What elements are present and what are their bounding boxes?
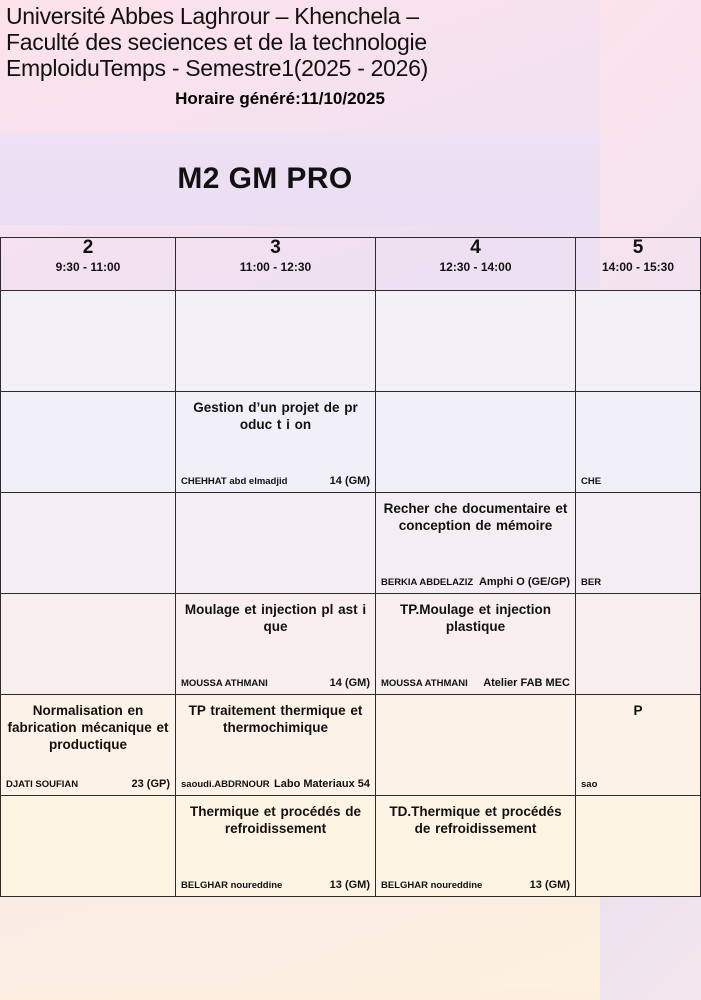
slot-r1-c2[interactable] (1, 392, 176, 493)
teacher-name: BER (581, 577, 602, 589)
page-bottom-fade (0, 985, 600, 1000)
table-row (0, 493, 701, 594)
slot-r2-c4[interactable] (376, 493, 576, 594)
slot-r4-c4[interactable] (376, 695, 576, 796)
column-number: 3 (270, 237, 281, 259)
room-label: 13 (GM) (529, 879, 570, 892)
course-title: Normalisation en fabrication mécanique et productique (7, 703, 169, 752)
room-label: 14 (GM) (329, 475, 370, 488)
teacher-name: BERKIA ABDELAZIZ (381, 577, 474, 589)
slot-r1-c4[interactable] (376, 392, 576, 493)
room-label: 23 (GP) (131, 778, 170, 791)
table-row (0, 392, 701, 493)
column-number: 4 (470, 237, 481, 259)
course-title: TP.Moulage et injection plastique (399, 602, 552, 635)
column-header-2 (1, 238, 176, 291)
teacher-name: DJATI SOUFIAN (6, 779, 79, 791)
column-time: 14:00 - 15:30 (601, 260, 675, 275)
teacher-name: saoudi.ABDRNOUR (181, 779, 270, 791)
room-label: 14 (GM) (329, 677, 370, 690)
slot-r5-c4[interactable] (376, 796, 576, 897)
column-time: 9:30 - 11:00 (55, 260, 121, 275)
header-line-semester: EmploiduTemps - Semestre1(2025 - 2026) (6, 54, 428, 81)
column-time: 12:30 - 14:00 (439, 260, 512, 275)
teacher-name: CHE (581, 476, 602, 488)
slot-r2-c5[interactable] (576, 493, 701, 594)
column-header-3 (176, 238, 376, 291)
header-line-university: Université Abbes Laghrour – Khenchela – (6, 3, 419, 29)
column-number: 2 (82, 237, 94, 259)
schedule-table (0, 237, 701, 897)
course-title: Moulage et injection pl ast i que (184, 602, 367, 635)
slot-r1-c3[interactable] (176, 392, 376, 493)
schedule-grid-wrap (0, 237, 675, 897)
page-title: M2 GM PRO (177, 162, 353, 196)
slot-r3-c4[interactable] (376, 594, 576, 695)
table-row (0, 291, 701, 392)
slot-r4-c3[interactable] (176, 695, 376, 796)
slot-r0-c3[interactable] (176, 291, 376, 392)
slot-r4-c2[interactable] (1, 695, 176, 796)
header-generated-date: Horaire généré:11/10/2025 (175, 89, 385, 109)
slot-r5-c2[interactable] (1, 796, 176, 897)
slot-r0-c5[interactable] (576, 291, 701, 392)
teacher-name: MOUSSA ATHMANI (381, 678, 468, 690)
room-label: Labo Materiaux 54 (274, 778, 370, 791)
teacher-name: MOUSSA ATHMANI (181, 678, 268, 690)
column-header-5 (576, 238, 701, 291)
slot-r5-c3[interactable] (176, 796, 376, 897)
course-title: TP traitement thermique et thermochimique (188, 703, 363, 736)
table-row (0, 796, 701, 897)
slot-r0-c2[interactable] (1, 291, 176, 392)
room-label: Amphi O (GE/GP) (478, 576, 570, 589)
slot-r5-c5[interactable] (576, 796, 701, 897)
slot-r4-c5[interactable] (576, 695, 701, 796)
column-number: 5 (632, 237, 644, 259)
teacher-name: BELGHAR noureddine (181, 880, 283, 892)
course-title: Recher che documentaire et conception de mémoire (383, 501, 568, 534)
slot-r0-c4[interactable] (376, 291, 576, 392)
room-label: 13 (GM) (329, 879, 370, 892)
section-title-band (0, 133, 600, 225)
schedule-header-row (0, 238, 701, 291)
header-line-faculty: Faculté des seciences et de la technologie (6, 28, 427, 55)
slot-r2-c3[interactable] (176, 493, 376, 594)
teacher-name: BELGHAR noureddine (381, 880, 483, 892)
column-time: 11:00 - 12:30 (239, 260, 312, 275)
course-title: Thermique et procédés de refroidissement (189, 804, 362, 837)
teacher-name: CHEHHAT abd elmadjid (181, 476, 288, 488)
table-row (0, 594, 701, 695)
course-title: TD.Thermique et procédés de refroidissement (389, 804, 562, 837)
room-label: Atelier FAB MEC (483, 677, 570, 690)
course-title: P (633, 703, 643, 719)
slot-r3-c3[interactable] (176, 594, 376, 695)
slot-r1-c5[interactable] (576, 392, 701, 493)
teacher-name: sao (581, 779, 598, 791)
table-row (0, 695, 701, 796)
slot-r2-c2[interactable] (1, 493, 176, 594)
document-header (0, 0, 600, 111)
slot-r3-c5[interactable] (576, 594, 701, 695)
course-title: Gestion d’un projet de pr oduc t i on (193, 400, 358, 433)
slot-r3-c2[interactable] (1, 594, 176, 695)
column-header-4 (376, 238, 576, 291)
